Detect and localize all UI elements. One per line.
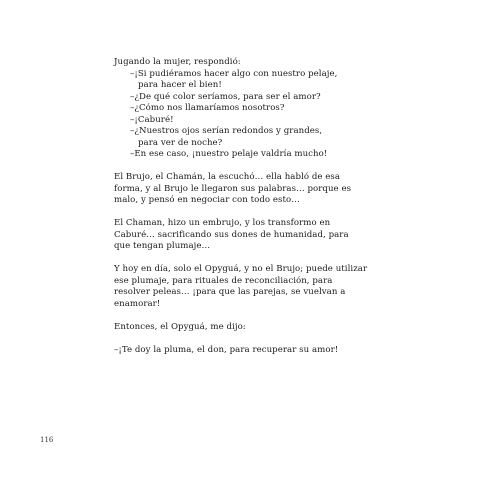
dialogue-line: –¡Si pudiéramos hacer algo con nuestro pelaje, xyxy=(130,68,338,79)
dialogue-line: –En ese caso, ¡nuestro pelaje valdría mucho! xyxy=(130,149,328,159)
dialogue-line: –¿De qué color seríamos, para ser el amor? xyxy=(130,91,321,102)
paragraph-line: Caburé… sacrificando sus dones de humanidad, para xyxy=(114,229,349,240)
paragraph-line: Entonces, el Opyguá, me dijo: xyxy=(114,321,246,332)
dialogue-line: –¿Nuestros ojos serían redondos y grandes, xyxy=(130,126,323,136)
paragraph-gap xyxy=(114,161,354,173)
paragraph-line: que tengan plumaje… xyxy=(114,241,211,251)
paragraph-line: enamorar! xyxy=(114,298,161,309)
paragraph-line: ese plumaje, para rituales de reconciliación, para xyxy=(114,275,333,286)
paragraph-line: malo, y pensó en negociar con todo esto… xyxy=(114,195,300,205)
dialogue-line-continuation: para hacer el bien! xyxy=(138,80,222,90)
paragraph-line: forma, y al Brujo le llegaron sus palabras… porque es xyxy=(114,183,352,194)
page-number: 116 xyxy=(40,436,54,444)
paragraph-gap xyxy=(114,333,354,345)
paragraph-gap xyxy=(114,253,354,265)
dialogue-line-continuation: para ver de noche? xyxy=(138,137,223,148)
dialogue-line: –¿Cómo nos llamaríamos nosotros? xyxy=(130,103,285,113)
paragraph-gap xyxy=(114,310,354,322)
paragraph-line: El Brujo, el Chamán, la escuchó… ella habló de esa xyxy=(114,172,341,182)
paragraph-line: El Chaman, hizo un embrujo, y los transformo en xyxy=(114,218,331,228)
paragraph-line: –¡Te doy la pluma, el don, para recuperar su amor! xyxy=(114,344,339,355)
paragraph-line: resolver peleas… ¡para que las parejas, se vuelvan a xyxy=(114,287,346,297)
page-text-block xyxy=(114,57,368,356)
intro-line: Jugando la mujer, respondió: xyxy=(114,57,241,67)
paragraph-line: Y hoy en día, solo el Opyguá, y no el Brujo; puede utilizar xyxy=(114,264,368,274)
paragraph-gap xyxy=(114,207,354,219)
dialogue-line: –¡Caburé! xyxy=(130,114,174,125)
